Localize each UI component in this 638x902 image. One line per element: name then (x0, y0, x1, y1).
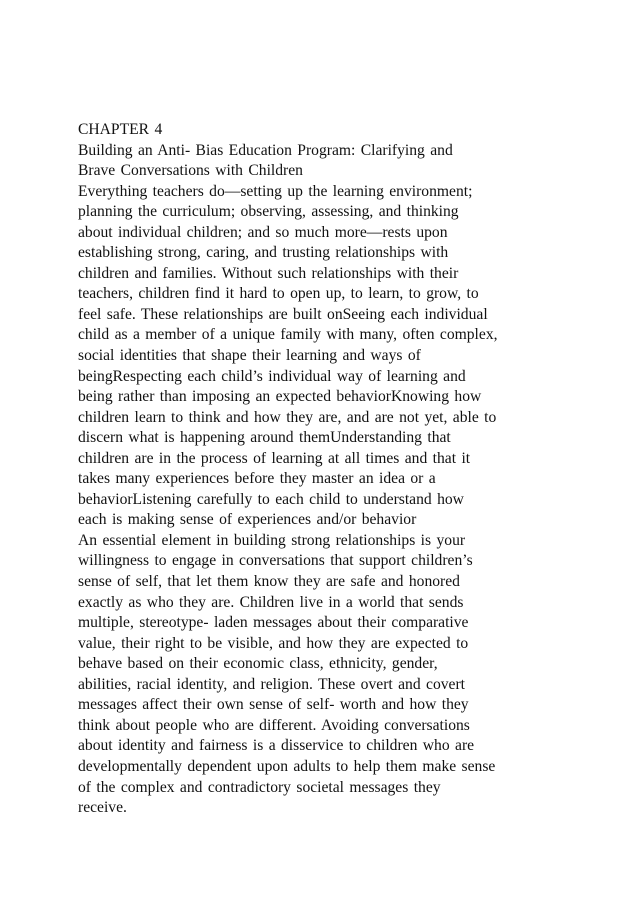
chapter-heading: CHAPTER 4 (78, 121, 163, 138)
text-line: children and families. Without such relationships with their (78, 264, 459, 282)
text-line: behaviorListening carefully to each child to understand how (78, 490, 464, 508)
text-line: establishing strong, caring, and trusting relationships with (78, 244, 449, 262)
text-line: discern what is happening around themUnderstanding that (78, 429, 451, 447)
text-line: children learn to think and how they are, and are not yet, able to (78, 408, 497, 426)
chapter-title-line: Building an Anti- Bias Education Program: Clarifying and (78, 141, 453, 159)
chapter-title-line: Brave Conversations with Children (78, 162, 303, 180)
text-line: of the complex and contradictory societal messages they (78, 778, 441, 796)
text-line: exactly as who they are. Children live in a world that sends (78, 593, 464, 611)
text-line: planning the curriculum; observing, assessing, and thinking (78, 203, 459, 221)
text-line: sense of self, that let them know they are safe and honored (78, 573, 460, 591)
document-text (78, 120, 568, 819)
text-line: multiple, stereotype- laden messages about their comparative (78, 614, 469, 632)
text-line: children are in the process of learning at all times and that it (78, 449, 471, 467)
text-line: beingRespecting each child’s individual way of learning and (78, 367, 466, 385)
text-line: receive. (78, 799, 127, 817)
text-line: feel safe. These relationships are built onSeeing each individual (78, 305, 488, 323)
text-line: value, their right to be visible, and how they are expected to (78, 634, 469, 652)
text-line: social identities that shape their learning and ways of (78, 347, 421, 365)
text-line: willingness to engage in conversations that support children’s (78, 552, 473, 570)
text-line: Everything teachers do—setting up the learning environment; (78, 182, 473, 200)
text-line: teachers, children find it hard to open up, to learn, to grow, to (78, 285, 479, 303)
text-line: being rather than imposing an expected behaviorKnowing how (78, 388, 482, 406)
text-line: about individual children; and so much more—rests upon (78, 223, 448, 241)
text-line: developmentally dependent upon adults to help them make sense (78, 757, 496, 775)
text-line: think about people who are different. Avoiding conversations (78, 716, 470, 734)
text-line: messages affect their own sense of self- worth and how they (78, 696, 469, 714)
text-line: about identity and fairness is a disservice to children who are (78, 737, 475, 755)
text-line: abilities, racial identity, and religion. These overt and covert (78, 675, 465, 693)
text-line: child as a member of a unique family with many, often complex, (78, 326, 498, 344)
text-line: An essential element in building strong relationships is your (78, 531, 466, 549)
text-line: each is making sense of experiences and/or behavior (78, 511, 417, 529)
text-line: takes many experiences before they master an idea or a (78, 470, 436, 488)
text-line: behave based on their economic class, ethnicity, gender, (78, 655, 438, 673)
